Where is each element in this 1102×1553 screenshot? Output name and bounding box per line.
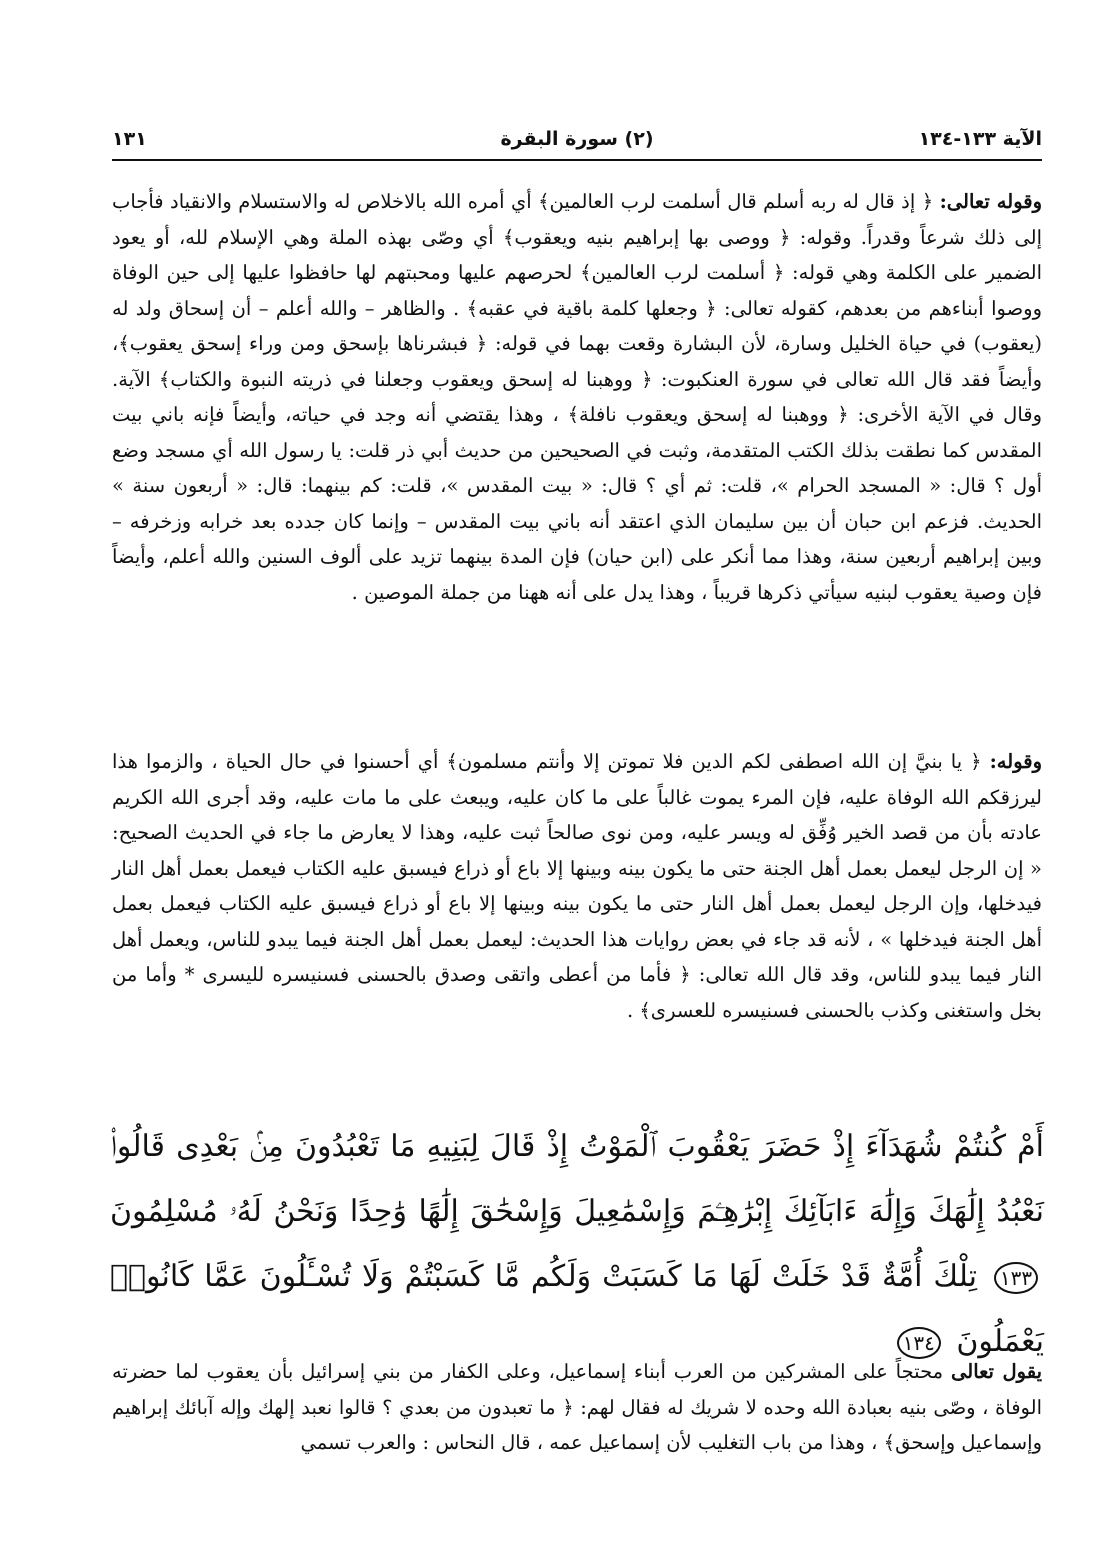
paragraph-text: محتجاً على المشركين من العرب أبناء إسماعيل، وعلى الكفار من بني إسرائيل بأن يعقوب لما حضرته الوفاة ، وصّى بنيه بعبادة الله وحده لا شريك له فقال لهم: ﴿ ما تعبدون من بعدي ؟ قالوا نعبد إلهك وإله آبائك إبراهيم وإسماعيل وإسحق﴾ ، وهذا من باب التغليب لأن إسماعيل عمه ، قال النحاس : والعرب تسمي	[112, 1360, 1042, 1454]
paragraph-text: ﴿ إذ قال له ربه أسلم قال أسلمت لرب العالمين﴾ أي أمره الله بالاخلاص له والاستسلام والانقياد فأجاب إلى ذلك شرعاً وقدراً. وقوله: ﴿ ووصى بها إبراهيم بنيه ويعقوب﴾ أي وصّى بهذه الملة وهي الإسلام لله، أو يعود الضمير على الكلمة وهي قوله: ﴿ أسلمت لرب العالمين﴾ لحرصهم عليها ومحبتهم لها حافظوا عليها إلى حين الوفاة ووصوا أبناءهم من بعدهم، كقوله تعالى: ﴿ وجعلها كلمة باقية في عقبه﴾ . والظاهر – والله أعلم – أن إسحاق ولد له (يعقوب) في حياة الخليل وسارة، لأن البشارة وقعت بهما في قوله: ﴿ فبشرناها بإسحق ومن وراء إسحق يعقوب﴾، وأيضاً فقد قال الله تعالى في سورة العنكبوت: ﴿ ووهبنا له إسحق ويعقوب وجعلنا في ذريته النبوة والكتاب﴾ الآية. وقال في الآية الأخرى: ﴿ ووهبنا له إسحق ويعقوب نافلة﴾ ، وهذا يقتضي أنه وجد في حياته، وأيضاً فإنه باني بيت المقدس كما نطقت بذلك الكتب المتقدمة، وثبت في الصحيحين من حديث أبي ذر قلت: يا رسول الله أي مسجد وضع أول ؟ قال: « المسجد الحرام »، قلت: ثم أي ؟ قال: « بيت المقدس »، قلت: كم بينهما: قال: « أربعون سنة » الحديث. فزعم ابن حبان أن بين سليمان الذي اعتقد أنه باني بيت المقدس – وإنما كان جدده بعد خرابه وزخرفه – وبين إبراهيم أربعين سنة، وهذا مما أنكر على (ابن حيان) فإن المدة بينهما تزيد على ألوف السنين والله أعلم، وأيضاً فإن وصية يعقوب لبنيه سيأتي ذكرها قريباً ، وهذا يدل على أنه ههنا من جملة الموصين .	[112, 190, 1042, 604]
verse-133: أَمْ كُنتُمْ شُهَدَآءَ إِذْ حَضَرَ يَعْقُوبَ ٱلْمَوْتُ إِذْ قَالَ لِبَنِيهِ مَا تَعْبُدُونَ مِنۢ بَعْدِى قَالُوا۟ نَعْبُدُ إِلَٰهَكَ وَإِلَٰهَ ءَابَآئِكَ إِبْرَٰهِـۧمَ وَإِسْمَٰعِيلَ وَإِسْحَٰقَ إِلَٰهًا وَٰحِدًا وَنَحْنُ لَهُۥ مُسْلِمُونَ	[110, 1129, 1044, 1229]
paragraph-lead: وقوله:	[989, 750, 1042, 773]
quran-verses	[110, 1114, 1044, 1374]
commentary-paragraph-2	[112, 744, 1042, 1028]
ayah-range: الآية ١٣٣-١٣٤	[918, 128, 1042, 150]
commentary-paragraph-1	[112, 184, 1042, 610]
paragraph-text: ﴿ يا بنيَّ إن الله اصطفى لكم الدين فلا تموتن إلا وأنتم مسلمون﴾ أي أحسنوا في حال الحياة ، والزموا هذا ليرزقكم الله الوفاة عليه، فإن المرء يموت غالباً على ما كان عليه، ويبعث على ما مات عليه، وقد أجرى الله الكريم عادته بأن من قصد الخير وُفِّق له ويسر عليه، ومن نوى صالحاً ثبت عليه، وهذا لا يعارض ما جاء في الحديث الصحيح: « إن الرجل ليعمل بعمل أهل الجنة حتى ما يكون بينه وبينها إلا باع أو ذراع فيسبق عليه الكتاب فيعمل بعمل أهل النار فيدخلها، وإن الرجل ليعمل بعمل أهل النار حتى ما يكون بينه وبينها إلا باع أو ذراع فيسبق عليه الكتاب فيعمل بعمل أهل الجنة فيدخلها » ، لأنه قد جاء في بعض روايات هذا الحديث: ليعمل بعمل أهل الجنة فيما يبدو للناس، ويعمل أهل النار فيما يبدو للناس، وقد قال الله تعالى: ﴿ فأما من أعطى واتقى وصدق بالحسنى فسنيسره لليسرى * وأما من بخل واستغنى وكذب بالحسنى فسنيسره للعسرى﴾ .	[112, 750, 1042, 1022]
paragraph-lead: وقوله تعالى:	[939, 190, 1043, 213]
verse-134: تِلْكَ أُمَّةٌ قَدْ خَلَتْ لَهَا مَا كَسَبَتْ وَلَكُم مَّا كَسَبْتُمْ وَلَا تُسْـَٔلُونَ عَمَّا كَانُوا۟ يَعْمَلُونَ	[110, 1259, 1044, 1359]
commentary-paragraph-3	[112, 1354, 1042, 1461]
page-number: ١٣١	[112, 128, 147, 150]
page-header	[112, 124, 1042, 160]
ayah-number-marker: ١٣٤	[897, 1327, 941, 1359]
surah-title: (٢) سورة البقرة	[500, 128, 654, 150]
header-divider	[112, 159, 1042, 161]
paragraph-lead: يقول تعالى	[951, 1360, 1043, 1383]
ayah-number-marker: ١٣٣	[994, 1262, 1038, 1294]
